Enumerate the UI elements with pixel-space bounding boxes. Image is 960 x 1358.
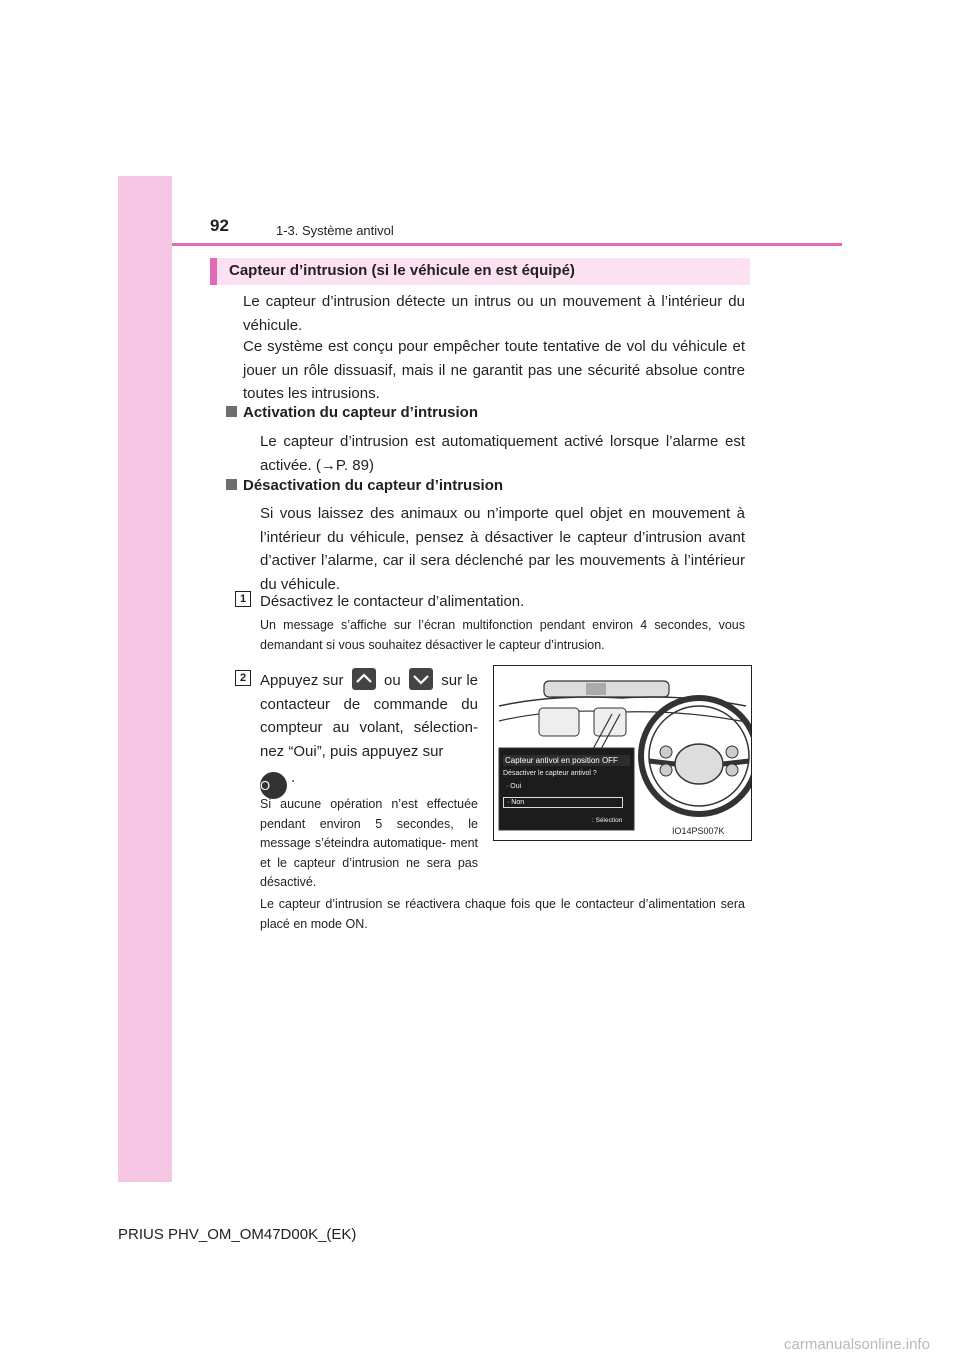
deactivation-text: Si vous laissez des animaux ou n’importe quel objet en mouvement à l’intérieur du véhicule, pensez à désactiver le capteur d’intrusion avant d’activer l’alarme, car il sera déclenché par les mouvements à l’intérieur du véhicule. (260, 505, 745, 593)
step-1-number: 1 (235, 591, 251, 607)
step-2-note: Si aucune opération n’est effectuée pendant environ 5 secondes, le message s’éteindra automatique- ment et le capteur d’intrusion ne sera pas désactivé. (260, 797, 478, 889)
step-2-number: 2 (235, 670, 251, 686)
page-number: 92 (210, 216, 229, 235)
step-2-text (260, 668, 478, 763)
ok-button-icon: O (260, 772, 287, 799)
step-1-note: Un message s’affiche sur l’écran multifonction pendant environ 4 secondes, vous demandant si vous souhaitez désactiver le capteur d’intrusion. (260, 618, 745, 652)
step-2-text-a: Appuyez sur (260, 672, 344, 689)
activation-text: Le capteur d’intrusion est automatiquement activé lorsque l’alarme est activée. (→P. 89) (260, 433, 745, 474)
screen-option-yes: · Oui (506, 783, 522, 790)
dashboard-illustration (493, 665, 752, 841)
intro-paragraph-1: Le capteur d’intrusion détecte un intrus ou un mouvement à l’intérieur du véhicule. (243, 293, 745, 334)
screen-select-hint: : Sélection (592, 817, 623, 824)
final-note: Le capteur d’intrusion se réactivera chaque fois que le contacteur d’alimentation sera placé en mode ON. (260, 897, 745, 931)
step-2-text-c: sur le contacteur de commande du compteur au volant, sélection- nez “Oui”, puis appuyez sur (260, 672, 479, 760)
activation-heading-text: Activation du capteur d’intrusion (243, 404, 479, 421)
deactivation-heading-text: Désactivation du capteur d’intrusion (243, 477, 504, 494)
footer-doc-code: PRIUS PHV_OM_OM47D00K_(EK) (118, 1226, 357, 1243)
step-1-text: Désactivez le contacteur d’alimentation. (260, 593, 525, 610)
header-rule (172, 243, 842, 246)
watermark: carmanualsonline.info (784, 1336, 930, 1353)
screen-title: Capteur antivol en position OFF (503, 755, 630, 766)
square-bullet-icon (226, 479, 237, 490)
screen-question: Désactiver le capteur antivol ? (503, 770, 597, 777)
intro-paragraph-2: Ce système est conçu pour empêcher toute tentative de vol du véhicule et jouer un rôle dissuasif, mais il ne garantit pas une sécurité absolue contre toutes les intrusions. (243, 338, 745, 402)
side-band (118, 176, 172, 1182)
down-arrow-button-icon (409, 668, 433, 690)
illustration-code: IO14PS007K (672, 826, 725, 836)
activation-heading (226, 404, 478, 421)
up-arrow-button-icon (352, 668, 376, 690)
step-2-text-b: ou (384, 672, 401, 689)
breadcrumb: 1-3. Système antivol (276, 223, 394, 238)
section-heading (210, 258, 750, 285)
step-2-text-d: . (291, 769, 296, 786)
deactivation-heading (226, 477, 503, 494)
section-title: Capteur d’intrusion (si le véhicule en est équipé) (229, 262, 575, 279)
screen-option-no: · Non (503, 797, 623, 808)
square-bullet-icon (226, 406, 237, 417)
dashboard-drawing (494, 666, 751, 840)
